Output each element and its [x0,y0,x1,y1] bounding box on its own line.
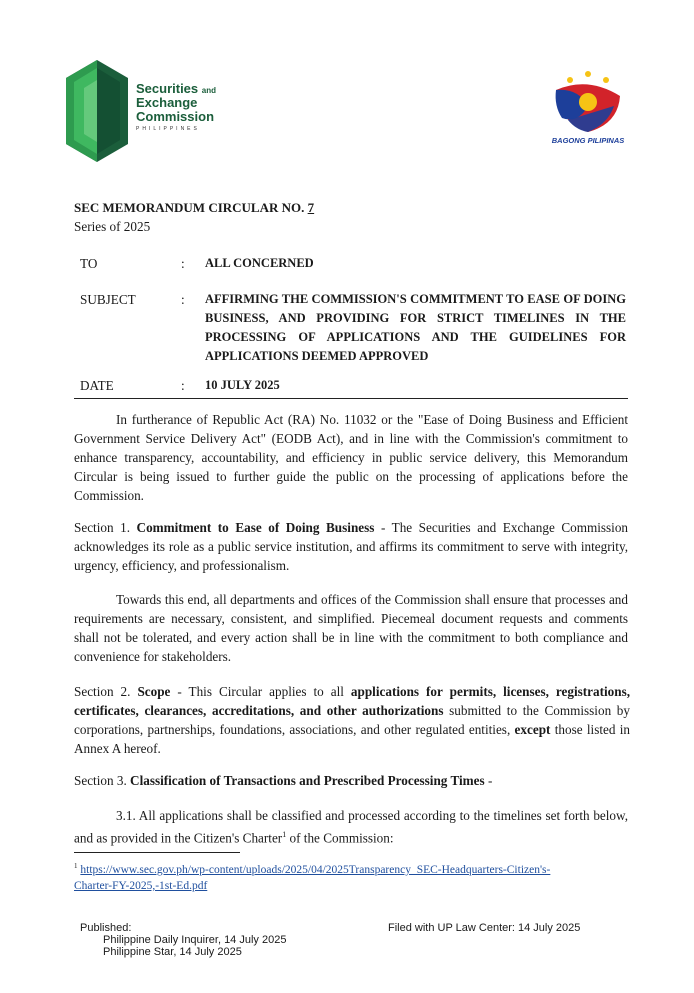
section-1-paragraph-2 [74,590,628,666]
date-label: DATE [80,378,114,393]
sec-hexagon-icon [66,60,128,162]
to-label: TO [80,256,98,271]
section-2-text-2: submitted to the Commission by corporations, partnerships, foundations, associations, and other regulated entities, [74,703,630,737]
section-2-bold-2: except [514,722,551,737]
subject-line-2: BUSINESS, AND PROVIDING FOR STRICT TIMELINES IN THE [205,311,626,325]
footnote-divider [74,852,240,853]
section-3-title: Classification of Transactions and Prescribed Processing Times [130,773,485,788]
section-2-text-1: - This Circular applies to all [170,684,351,699]
sec-logo-line2: Exchange [136,95,198,110]
header-divider [74,398,628,399]
section-1 [74,518,628,575]
footnote [74,858,634,894]
footnote-link-line-1: https://www.sec.gov.ph/wp-content/uploads/2025/04/2025Transparency_SEC-Headquarters-Citizen's- [80,863,551,876]
section-3-1-text-1: 3.1. All applications shall be classified and processed according to the timelines set forth below, and as provided in the Citizen's Charter [74,808,628,846]
intro-paragraph [74,410,628,505]
published-label: Published: [80,922,132,934]
sec-logo [66,60,236,162]
section-3-1 [74,806,628,847]
to-value: ALL CONCERNED [205,256,314,270]
footnote-ref: 1 [282,830,287,839]
circular-number: 7 [307,200,315,215]
bagong-pilipinas-logo [548,66,628,150]
footnote-number: 1 [74,862,78,870]
subject-line-4: APPLICATIONS DEEMED APPROVED [205,349,429,363]
section-1-text: - The Securities and Exchange Commission acknowledges its role as a public service institution, and affirms its commitment to serve with integrity, urgency, efficiency, and professionalism. [74,520,629,573]
section-1-label: Section 1. [74,520,130,535]
section-3-label: Section 3. [74,773,127,788]
section-2-bold-1: applications for permits, licenses, registrations, certificates, clearances, accreditations, and other authorizations [74,684,631,718]
intro-text: In furtherance of Republic Act (RA) No. 11032 or the "Ease of Doing Business and Efficient Government Service Delivery Act" (EODB Act), and in line with the Commission's commitment to enhance transparency, accountability, and efficiency in public service delivery, this Memorandum Circular is being issued to further guide the public on the processing of applications before the Commission. [74,412,628,503]
sec-logo-line1: Securities [136,81,199,96]
circular-series: Series of 2025 [74,219,151,234]
subject-line-1: AFFIRMING THE COMMISSION'S COMMITMENT TO EASE OF DOING [205,292,626,306]
subject-value [205,290,626,366]
footnote-link[interactable] [74,864,550,892]
section-3 [74,771,628,790]
sec-logo-line3: Commission [136,109,215,124]
to-colon: : [181,256,185,271]
section-2-text-3: those listed in Annex A hereof. [74,722,631,756]
section-1-p2-text: Towards this end, all departments and offices of the Commission shall ensure that processes and requirements are necessary, consistent, and simplified. Piecemeal document requests and comments shall not be tolerated, and every action shall be in line with the commitment to both compliance and convenience for stakeholders. [74,592,628,664]
bagong-pilipinas-emblem-icon [548,66,628,136]
section-3-1-text-2: of the Commission: [286,830,394,846]
bagong-pilipinas-text: BAGONG PILIPINAS [551,136,625,145]
circular-title [74,198,314,217]
circular-title-prefix: SEC MEMORANDUM CIRCULAR NO. [74,200,305,215]
published-inquirer: Philippine Daily Inquirer, 14 July 2025 [103,934,287,946]
sec-logo-line4: PHILIPPINES [136,126,200,132]
subject-line-3: PROCESSING OF APPLICATIONS AND THE GUIDELINES FOR [205,330,626,344]
section-2 [74,682,630,758]
section-2-title: Scope [137,684,171,699]
sec-logo-line1-small: and [201,86,217,95]
subject-colon: : [181,292,185,307]
subject-label: SUBJECT [80,292,136,307]
filed-up-law-center: Filed with UP Law Center: 14 July 2025 [388,922,581,934]
date-colon: : [181,378,185,393]
section-2-label: Section 2. [74,684,131,699]
footnote-link-line-2: Charter-FY-2025,-1st-Ed.pdf [74,879,208,892]
published-star: Philippine Star, 14 July 2025 [103,946,242,958]
section-1-title: Commitment to Ease of Doing Business [136,520,375,535]
date-value: 10 JULY 2025 [205,378,280,392]
section-3-dash: - [484,773,493,788]
